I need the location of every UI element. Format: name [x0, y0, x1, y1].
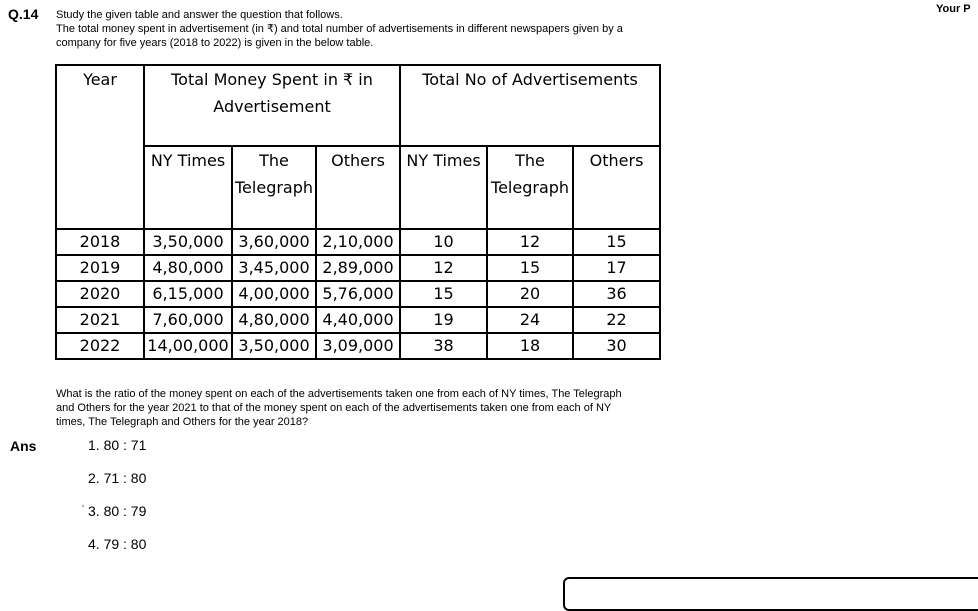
answer-option-2[interactable]: 2. 71 : 80 [88, 470, 147, 486]
money-spent-header: Total Money Spent in ₹ in Advertisement [144, 65, 400, 146]
year-cell: 2019 [56, 255, 144, 281]
question-number: Q.14 [8, 6, 39, 22]
year-cell: 2020 [56, 281, 144, 307]
money-cell: 6,15,000 [144, 281, 232, 307]
money-cell: 3,50,000 [232, 333, 316, 359]
subheader-others: Others [316, 146, 400, 229]
table-row [56, 255, 660, 281]
count-cell: 24 [487, 307, 573, 333]
answer-option-4[interactable]: 4. 79 : 80 [88, 536, 147, 552]
advertisement-count-header: Total No of Advertisements [400, 65, 660, 146]
intro-line: Study the given table and answer the question that follows. [56, 9, 343, 21]
count-cell: 12 [487, 229, 573, 255]
count-cell: 20 [487, 281, 573, 307]
corner-label: Your P [936, 3, 971, 15]
count-cell: 17 [573, 255, 660, 281]
prompt-line: What is the ratio of the money spent on each of the advertisements taken one from each of NY times, The Telegraph [56, 388, 622, 400]
count-cell: 36 [573, 281, 660, 307]
count-cell: 12 [400, 255, 487, 281]
money-cell: 4,40,000 [316, 307, 400, 333]
count-cell: 19 [400, 307, 487, 333]
data-table [55, 64, 661, 360]
money-cell: 14,00,000 [144, 333, 232, 359]
money-cell: 3,45,000 [232, 255, 316, 281]
subheader-ny-times: NY Times [144, 146, 232, 229]
subheader-the-telegraph: The Telegraph [487, 146, 573, 229]
prompt-line: and Others for the year 2021 to that of the money spent on each of the advertisements taken one from each of NY [56, 402, 612, 414]
money-cell: 5,76,000 [316, 281, 400, 307]
intro-line: company for five years (2018 to 2022) is given in the below table. [56, 37, 374, 49]
count-cell: 18 [487, 333, 573, 359]
count-cell: 10 [400, 229, 487, 255]
subheader-others: Others [573, 146, 660, 229]
money-cell: 4,00,000 [232, 281, 316, 307]
table-row [56, 229, 660, 255]
subheader-ny-times: NY Times [400, 146, 487, 229]
year-header: Year [56, 65, 144, 229]
count-cell: 30 [573, 333, 660, 359]
question-prompt [56, 387, 716, 429]
prompt-line: times, The Telegraph and Others for the year 2018? [56, 416, 309, 428]
table-row [56, 281, 660, 307]
subheader-the-telegraph: The Telegraph [232, 146, 316, 229]
chosen-option-marker: ʼ [82, 504, 84, 514]
money-cell: 2,89,000 [316, 255, 400, 281]
year-cell: 2018 [56, 229, 144, 255]
money-cell: 2,10,000 [316, 229, 400, 255]
response-panel [563, 577, 978, 611]
money-cell: 7,60,000 [144, 307, 232, 333]
money-cell: 4,80,000 [144, 255, 232, 281]
intro-line: The total money spent in advertisement (in ₹) and total number of advertisements in different newspapers given by a [56, 23, 623, 35]
count-cell: 15 [400, 281, 487, 307]
money-cell: 3,60,000 [232, 229, 316, 255]
question-intro [56, 8, 736, 50]
count-cell: 22 [573, 307, 660, 333]
table-row [56, 307, 660, 333]
money-cell: 3,09,000 [316, 333, 400, 359]
count-cell: 15 [573, 229, 660, 255]
answer-label: Ans [10, 438, 37, 454]
table-row [56, 333, 660, 359]
money-cell: 4,80,000 [232, 307, 316, 333]
year-cell: 2022 [56, 333, 144, 359]
money-cell: 3,50,000 [144, 229, 232, 255]
answer-option-3[interactable]: 3. 80 : 79 [88, 503, 147, 519]
count-cell: 38 [400, 333, 487, 359]
answer-option-1[interactable]: 1. 80 : 71 [88, 437, 147, 453]
year-cell: 2021 [56, 307, 144, 333]
count-cell: 15 [487, 255, 573, 281]
